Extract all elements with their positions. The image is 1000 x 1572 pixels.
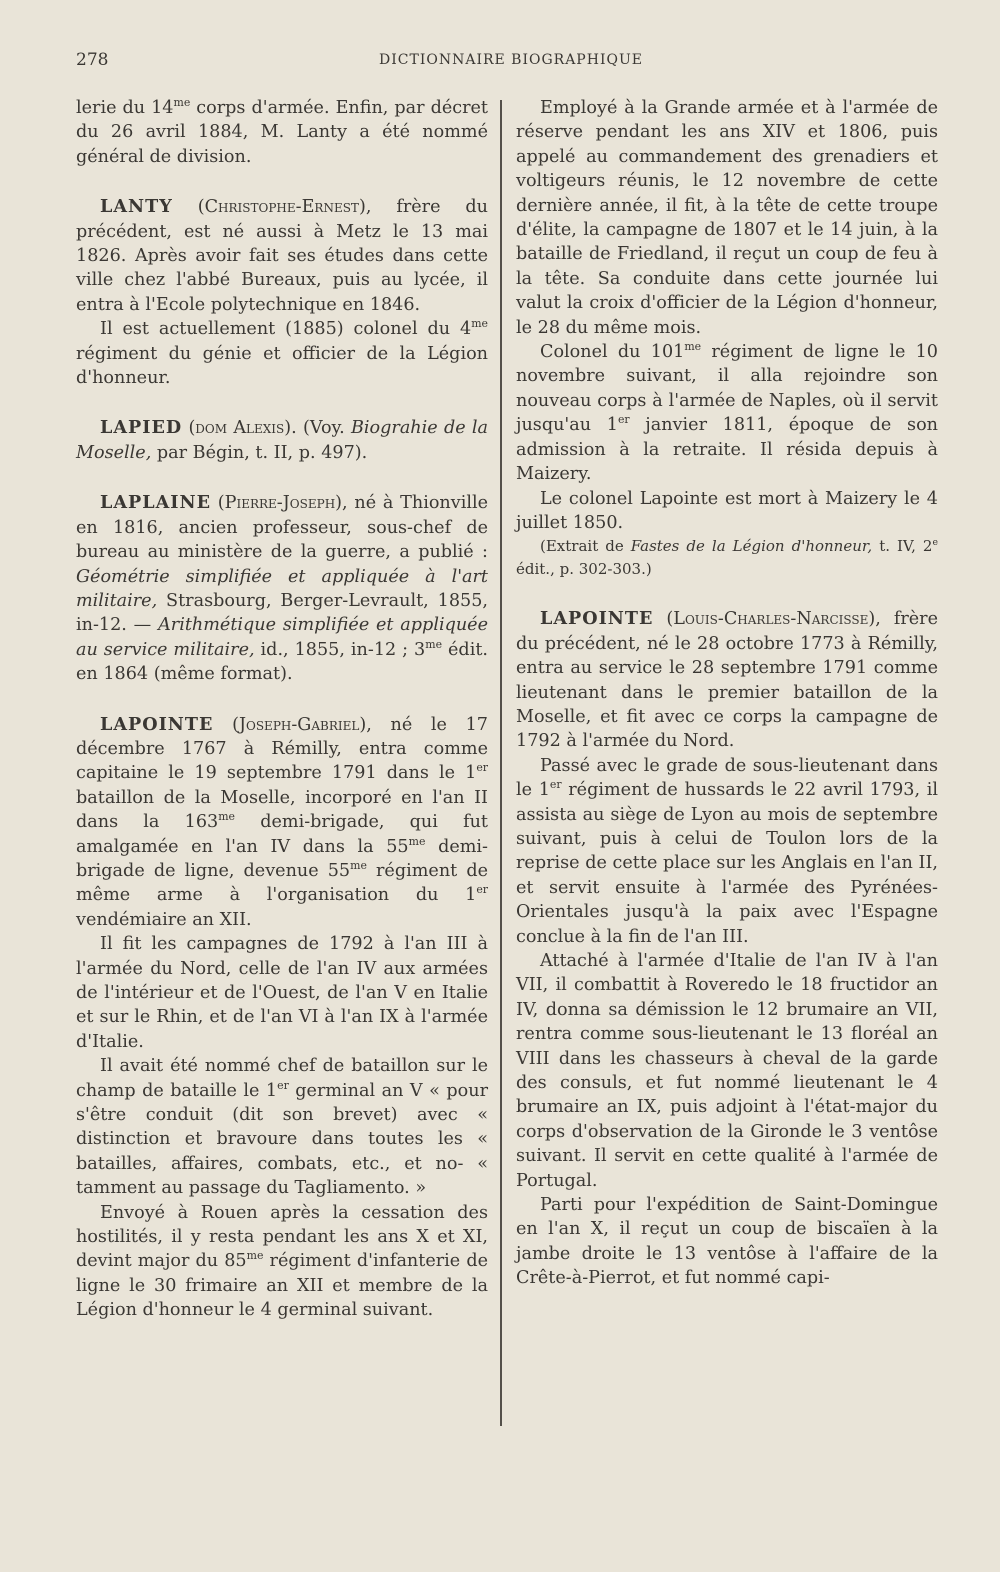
- entry-headword: LAPOINTE: [540, 608, 654, 630]
- entry-given-names: (Louis-Charles-Narcisse): [666, 609, 876, 630]
- entry-lapied: [76, 416, 488, 465]
- entry-text: id., 1855, in-12 ; $3^{me}$ édit. en 1864 (même format).: [76, 637, 488, 685]
- entry-lanty: [76, 195, 488, 317]
- entry-headword: LAPLAINE: [100, 492, 211, 514]
- entry-paragraph: Parti pour l'expédition de Saint-Domingue en l'an X, il reçut un coup de biscaïen à la jambe droite le 13 ventôse à l'affaire de la Crête-à-Pierrot, et fut nommé capi-: [516, 1195, 938, 1289]
- entry-given-names: (Pierre-Joseph): [217, 493, 343, 514]
- right-column: [516, 96, 938, 1291]
- column-divider: [500, 100, 502, 1426]
- source-note: [516, 535, 938, 581]
- entry-headword: LANTY: [100, 196, 173, 218]
- left-column: [76, 96, 488, 1323]
- work-title: Géométrie simplifiée et appliquée à l'art militaire,: [76, 566, 488, 611]
- page-header: [76, 50, 946, 84]
- entry-text: par Bégin, t. II, p. 497).: [151, 442, 368, 463]
- note-text: t. IV, 2e édit., p. 302-303.): [516, 537, 938, 579]
- entry-paragraph: Le colonel Lapointe est mort à Maizery le 4 juillet 1850.: [516, 488, 938, 533]
- entry-given-names: (Christophe-Ernest): [197, 197, 366, 218]
- entry-text: . (Voy.: [291, 418, 351, 439]
- entry-paragraph: Passé avec le grade de sous-lieutenant dans le 1er régiment de hussards le 22 avril 1793, il assista au siège de Lyon au mois de septembre suivant, puis à celui de Toulon lors de la reprise de cette place sur les Anglais en l'an II, et servit ensuite à l'armée des Pyrénées-Orientales jusqu'à la paix avec l'Espagne conclue à la fin de l'an III.: [516, 755, 938, 947]
- entry-paragraph: Il est actuellement (1885) colonel du $4^{me}$ régiment du génie et officier de la Légion d'honneur.: [76, 317, 488, 389]
- entry-text: , frère du précédent, né le 28 octobre 1773 à Rémilly, entra au service le 28 septembre 1791 comme lieutenant dans le premier bataillon de la Moselle, et fit avec ce corps la campagne de 1792 à l'armée du Nord.: [516, 609, 938, 752]
- running-title: DICTIONNAIRE BIOGRAPHIQUE: [379, 52, 643, 68]
- note-text: (Extrait de: [540, 537, 631, 556]
- entry-paragraph: Colonel du $101^{me}$ régiment de ligne le 10 novembre suivant, il alla rejoindre son nouveau corps à l'armée de Naples, où il servit jusqu'au 1er janvier 1811, époque de son admission à la retraite. Il résida depuis à Maizery.: [516, 340, 938, 485]
- entry-text: , né le 17 décembre 1767 à Rémilly, entra comme capitaine le 19 septembre 1791 dans le 1er bataillon de la Moselle, incorporé en l'an II dans la $163^{me}$ demi-brigade, qui fut amalgamée en l'an IV dans la $55^{me}$ demi-brigade de ligne, devenue $55^{me}$ régiment de même arme à l'organisation du 1er vendémiaire an XII.: [76, 714, 488, 930]
- entry-paragraph: Il fit les campagnes de 1792 à l'an III à l'armée du Nord, celle de l'an IV aux armées de l'intérieur et de l'Ouest, de l'an V en Italie et sur le Rhin, et de l'an VI à l'an IX à l'armée d'Italie.: [76, 934, 488, 1052]
- entry-given-names: (Joseph-Gabriel): [232, 714, 367, 735]
- note-source-title: Fastes de la Légion d'honneur,: [630, 537, 873, 556]
- entry-lapointe-joseph-gabriel: [76, 713, 488, 933]
- entry-paragraph: Envoyé à Rouen après la cessation des hostilités, il y resta pendant les ans X et XI, devint major du $85^{me}$ régiment d'infanterie de ligne le 30 frimaire an XII et membre de la Légion d'honneur le 4 germinal suivant.: [76, 1202, 488, 1321]
- entry-given-names: (dom Alexis): [188, 418, 292, 439]
- entry-headword: LAPIED: [100, 417, 183, 439]
- work-title: Arithmétique simplifiée et appliquée au service militaire,: [76, 615, 488, 660]
- entry-headword: LAPOINTE: [100, 713, 214, 735]
- entry-laplaine: [76, 491, 488, 686]
- entry-paragraph: Employé à la Grande armée et à l'armée de réserve pendant les ans XIV et 1806, puis appelé au commandement des grenadiers et voltigeurs réunis, le 12 novembre de cette dernière année, il fit, à la tête de cette troupe d'élite, la campagne de 1807 et le 14 juin, à la bataille de Friedland, il reçut un coup de feu à la tête. Sa conduite dans cette journée lui valut la croix d'officier de la Légion d'honneur, le 28 du même mois.: [516, 98, 938, 338]
- entry-text: , frère du précédent, est né aussi à Metz le 13 mai 1826. Après avoir fait ses études dans cette ville chez l'abbé Bureaux, puis au lycée, il entra à l'Ecole polytechnique en 1846.: [76, 197, 489, 315]
- work-title: Biograhie de la Moselle,: [76, 418, 489, 463]
- entry-text: Strasbourg, Berger-Levrault, 1855, in-12. —: [76, 590, 488, 636]
- entry-lapointe-louis-charles-narcisse: [516, 607, 938, 753]
- entry-paragraph: Attaché à l'armée d'Italie de l'an IV à l'an VII, il combattit à Roveredo le 18 fructidor an IV, donna sa démission le 12 brumaire an VII, rentra comme sous-lieutenant le 13 floréal an VIII dans les chasseurs à cheval de la garde des consuls, et fut nommé lieutenant le 4 brumaire an IX, puis adjoint à l'état-major du corps d'observation de la Gironde le 3 ventôse suivant. Il servit en cette qualité à l'armée de Portugal.: [516, 951, 938, 1191]
- continuation-paragraph: lerie du $14^{me}$ corps d'armée. Enfin, par décret du 26 avril 1884, M. Lanty a été nommé général de division.: [76, 96, 489, 167]
- page-number: 278: [76, 50, 109, 70]
- entry-text: , né à Thionville en 1816, ancien professeur, sous-chef de bureau au ministère de la guerre, a publié :: [76, 493, 488, 563]
- entry-paragraph: Il avait été nommé chef de bataillon sur le champ de bataille le 1er germinal an V « pour s'être conduit (dit son brevet) avec « distinction et bravoure dans toutes les « batailles, affaires, combats, etc., et no- « tamment au passage du Tagliamento. »: [76, 1056, 488, 1199]
